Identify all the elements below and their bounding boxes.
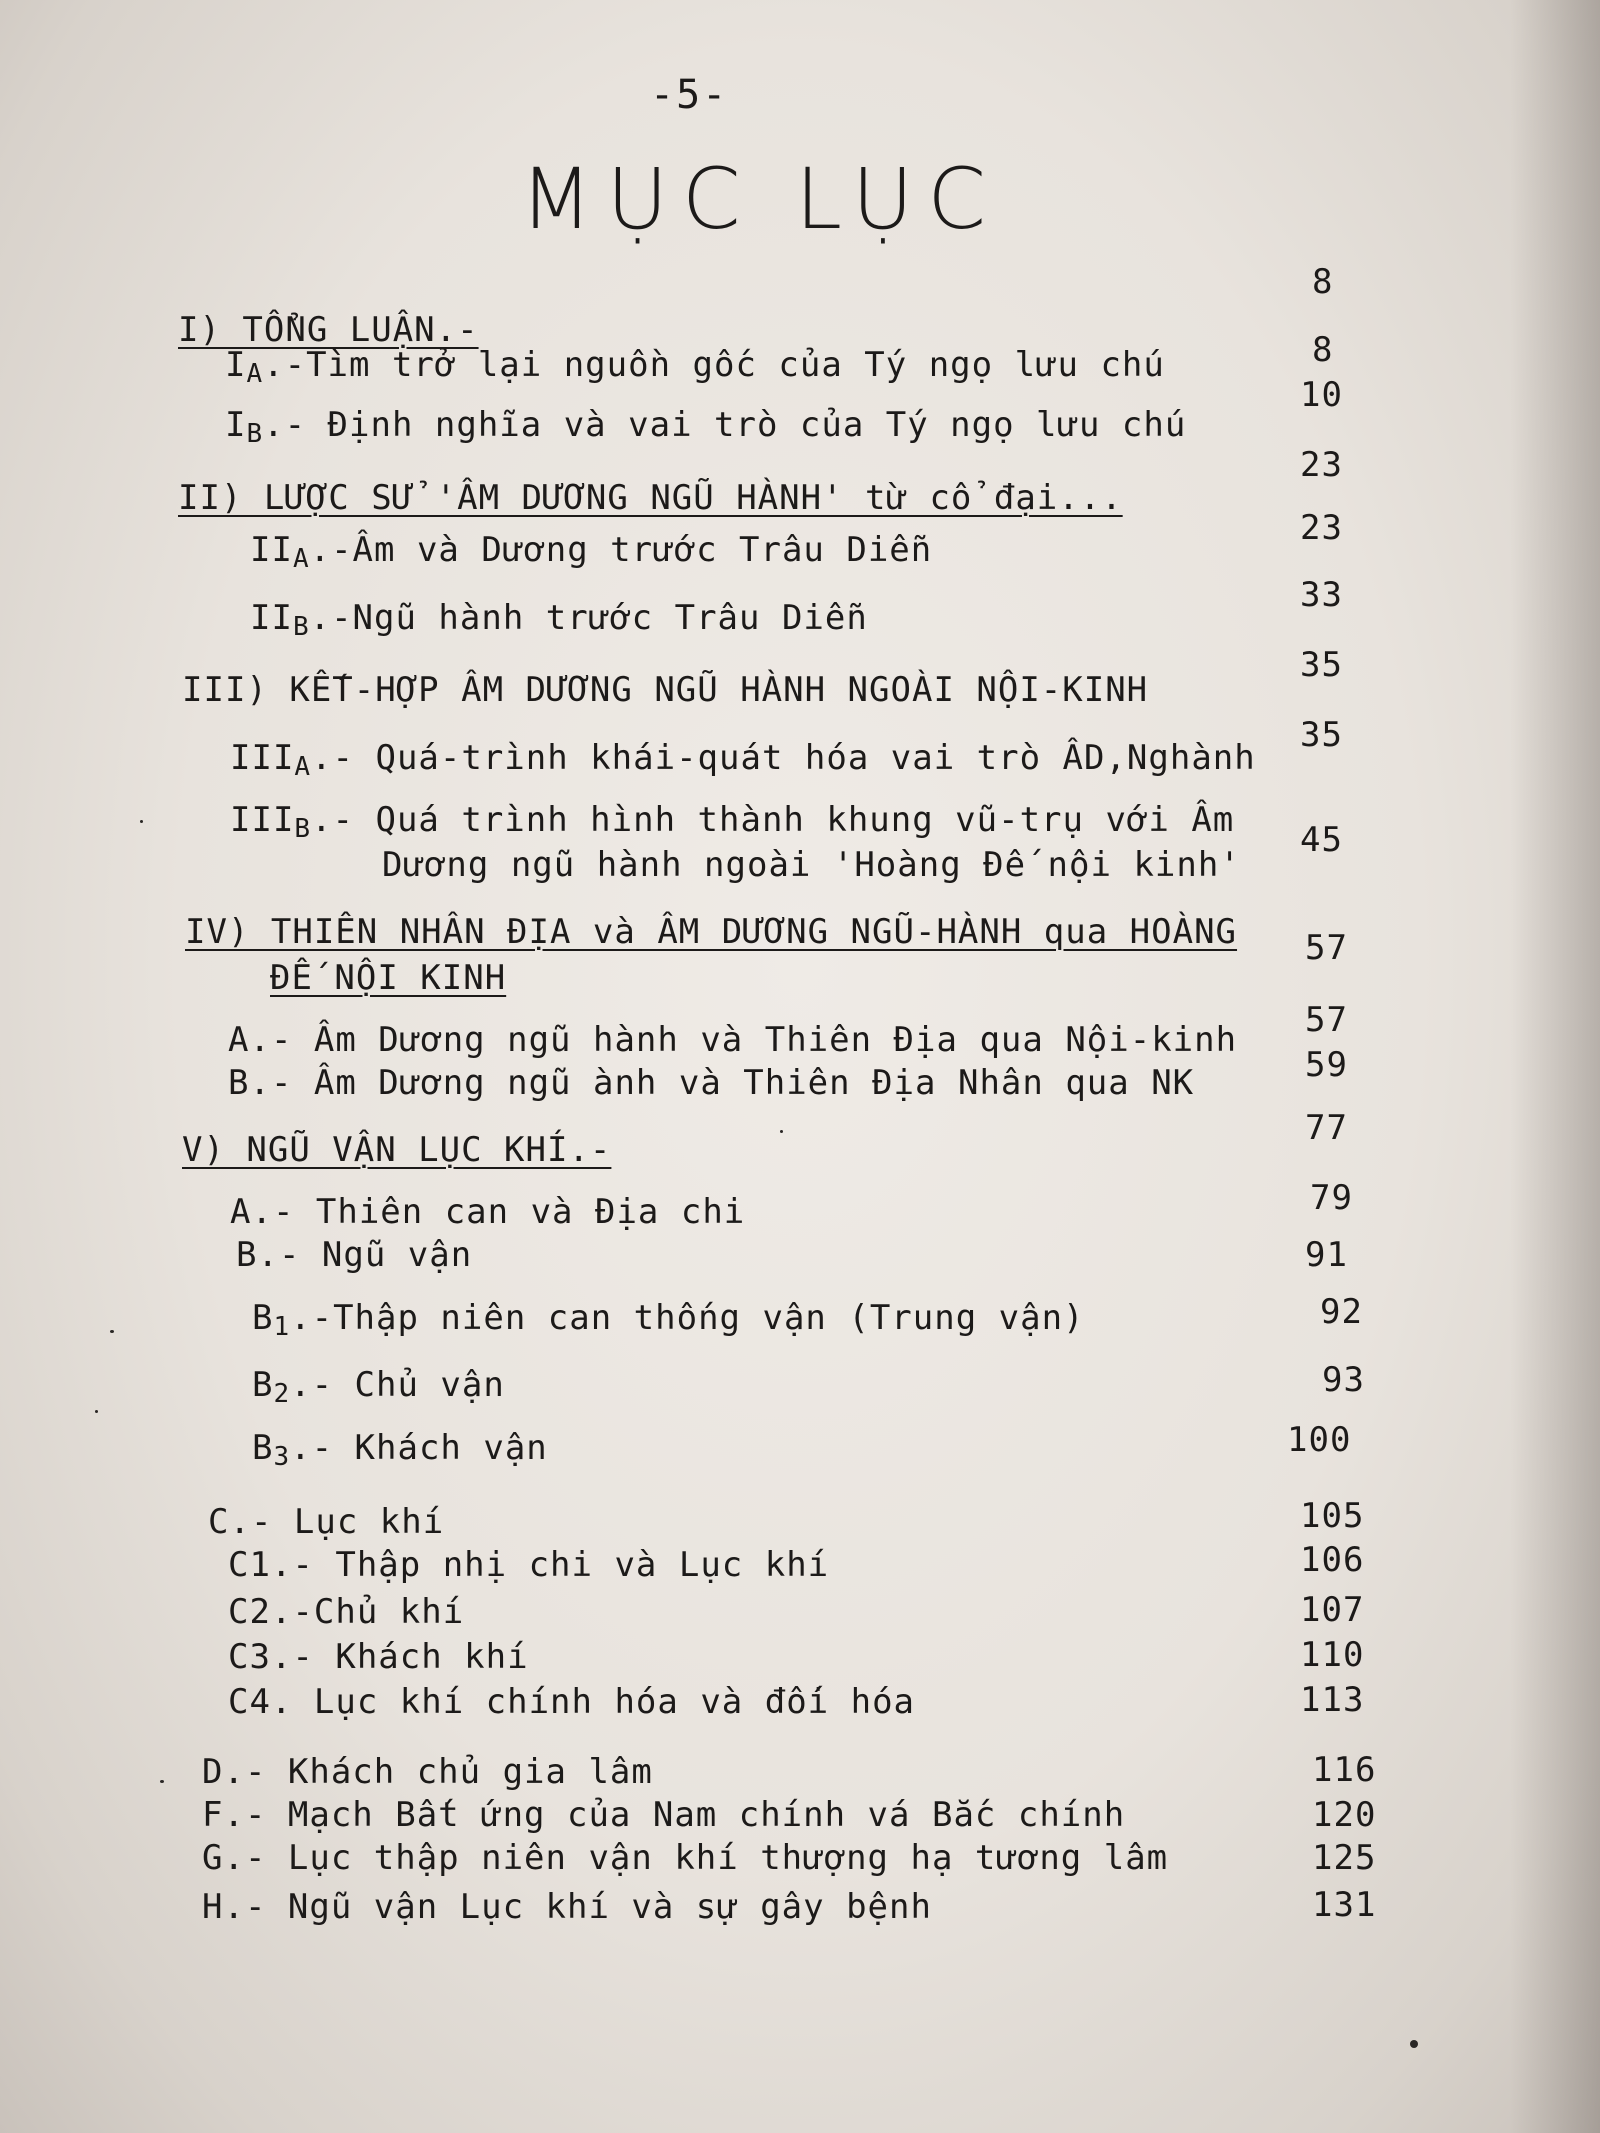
toc-entry-subscript: A bbox=[246, 359, 264, 389]
ink-speck bbox=[1410, 2040, 1418, 2048]
toc-entry: C.- Lục khí bbox=[208, 1502, 445, 1542]
toc-section-heading: III) KẾT-HỢP ÂM DƯƠNG NGŨ HÀNH NGOÀI NỘI-KINH bbox=[182, 670, 1149, 710]
toc-page-number: 120 bbox=[1312, 1795, 1377, 1835]
toc-entry-prefix: I bbox=[225, 345, 247, 385]
ink-speck bbox=[780, 1130, 783, 1133]
toc-entry-prefix: II bbox=[250, 530, 293, 570]
toc-entry-label: .- Quá-trình khái-quát hóa vai trò ÂD,Nghành bbox=[311, 738, 1256, 778]
toc-page-number: 35 bbox=[1300, 715, 1343, 755]
toc-entry-subscript: A bbox=[292, 544, 310, 574]
toc-page-number: 79 bbox=[1310, 1178, 1353, 1218]
toc-entry-subscript: A bbox=[294, 752, 312, 782]
toc-page-number: 8 bbox=[1312, 330, 1334, 370]
toc-entry-label: .- Chủ vận bbox=[290, 1365, 505, 1405]
toc-page-number: 131 bbox=[1312, 1885, 1377, 1925]
toc-entry-label: .- Khách vận bbox=[290, 1428, 548, 1468]
toc-section-heading-continuation: ĐẾ NỘI KINH bbox=[270, 958, 507, 998]
toc-page-number: 100 bbox=[1287, 1420, 1352, 1460]
toc-entry-prefix: B bbox=[252, 1428, 274, 1468]
toc-page-number: 92 bbox=[1320, 1292, 1363, 1332]
toc-entry: G.- Lục thập niên vận khí thượng hạ tương lâm bbox=[202, 1838, 1169, 1878]
toc-page-number: 77 bbox=[1305, 1108, 1348, 1148]
toc-section-heading: I) TỔNG LUẬN.- bbox=[178, 310, 479, 350]
toc-entry: H.- Ngũ vận Lục khí và sự gây bệnh bbox=[202, 1887, 932, 1927]
toc-page-number: 110 bbox=[1300, 1635, 1365, 1675]
toc-page-number: 8 bbox=[1312, 262, 1334, 302]
page-number: -5- bbox=[650, 72, 729, 118]
toc-entry: C3.- Khách khí bbox=[228, 1637, 529, 1677]
toc-entry-label: .-Tìm trở lại nguồn gốc của Tý ngọ lưu chú bbox=[263, 345, 1165, 385]
toc-entry-prefix: B bbox=[252, 1365, 274, 1405]
toc-page-number: 33 bbox=[1300, 575, 1343, 615]
toc-page-number: 35 bbox=[1300, 645, 1343, 685]
ink-speck bbox=[160, 1780, 164, 1783]
toc-entry-subscript: B bbox=[294, 814, 312, 844]
toc-entry bbox=[230, 738, 1256, 782]
toc-entry: A.- Âm Dương ngũ hành và Thiên Địa qua Nội-kinh bbox=[228, 1020, 1238, 1060]
toc-entry bbox=[250, 598, 868, 642]
toc-entry: D.- Khách chủ gia lâm bbox=[202, 1752, 653, 1792]
toc-page-number: 23 bbox=[1300, 508, 1343, 548]
toc-entry: B.- Âm Dương ngũ ành và Thiên Địa Nhân qua NK bbox=[228, 1063, 1195, 1103]
toc-entry-subscript: 2 bbox=[273, 1379, 291, 1409]
toc-page-number: 106 bbox=[1300, 1540, 1365, 1580]
toc-entry bbox=[225, 405, 1186, 449]
toc-entry-prefix: I bbox=[225, 405, 247, 445]
toc-page-number: 57 bbox=[1305, 1000, 1348, 1040]
toc-entry bbox=[230, 800, 1234, 844]
toc-entry bbox=[252, 1298, 1085, 1342]
toc-section-heading: IV) THIÊN NHÂN ĐỊA và ÂM DƯƠNG NGŨ-HÀNH qua HOÀNG bbox=[185, 912, 1238, 952]
toc-entry-prefix: II bbox=[250, 598, 293, 638]
toc-entry bbox=[252, 1428, 548, 1472]
ink-speck bbox=[110, 1330, 114, 1333]
toc-entry: C1.- Thập nhị chi và Lục khí bbox=[228, 1545, 830, 1585]
toc-section-heading: V) NGŨ VẬN LỤC KHÍ.- bbox=[182, 1130, 612, 1170]
toc-entry-label: .-Ngũ hành trước Trâu Diễn bbox=[309, 598, 868, 638]
toc-entry bbox=[252, 1365, 505, 1409]
ink-speck bbox=[140, 820, 143, 823]
toc-page-number: 10 bbox=[1300, 375, 1343, 415]
toc-entry-label: .-Âm và Dương trước Trâu Diễn bbox=[309, 530, 933, 570]
page-edge-shadow bbox=[1510, 0, 1600, 2133]
toc-page-number: 107 bbox=[1300, 1590, 1365, 1630]
toc-entry-label: .-Thập niên can thống vận (Trung vận) bbox=[290, 1298, 1085, 1338]
toc-page-number: 113 bbox=[1300, 1680, 1365, 1720]
page-title: MỤC LỤC bbox=[520, 150, 1001, 248]
toc-page-number: 93 bbox=[1322, 1360, 1365, 1400]
toc-entry: F.- Mạch Bất ứng của Nam chính vá Bắc chính bbox=[202, 1795, 1126, 1835]
toc-entry-label: .- Định nghĩa và vai trò của Tý ngọ lưu chú bbox=[263, 405, 1187, 445]
toc-page-number: 125 bbox=[1312, 1838, 1377, 1878]
toc-entry-subscript: B bbox=[246, 419, 264, 449]
toc-entry: C2.-Chủ khí bbox=[228, 1592, 465, 1632]
toc-entry: B.- Ngũ vận bbox=[236, 1235, 473, 1275]
toc-entry-label: .- Quá trình hình thành khung vũ-trụ với Âm bbox=[311, 800, 1235, 840]
toc-entry-prefix: III bbox=[230, 800, 295, 840]
toc-entry-prefix: III bbox=[230, 738, 295, 778]
toc-section-heading: II) LƯỢC SỬ 'ÂM DƯƠNG NGŨ HÀNH' từ cổ đại... bbox=[178, 478, 1123, 518]
toc-entry bbox=[225, 345, 1165, 389]
toc-entry-subscript: B bbox=[292, 612, 310, 642]
toc-entry: C4. Lục khí chính hóa và đối hóa bbox=[228, 1682, 916, 1722]
toc-entry bbox=[250, 530, 932, 574]
toc-page-number: 45 bbox=[1300, 820, 1343, 860]
toc-page-number: 116 bbox=[1312, 1750, 1377, 1790]
toc-page-number: 105 bbox=[1300, 1496, 1365, 1536]
toc-entry-prefix: B bbox=[252, 1298, 274, 1338]
toc-entry: A.- Thiên can và Địa chi bbox=[230, 1192, 746, 1232]
toc-entry-continuation: Dương ngũ hành ngoài 'Hoàng Đế nội kinh' bbox=[382, 845, 1241, 885]
toc-entry-subscript: 3 bbox=[273, 1442, 291, 1472]
toc-page-number: 57 bbox=[1305, 928, 1348, 968]
ink-speck bbox=[95, 1410, 98, 1413]
toc-page-number: 59 bbox=[1305, 1045, 1348, 1085]
toc-entry-subscript: 1 bbox=[273, 1312, 291, 1342]
toc-page-number: 23 bbox=[1300, 445, 1343, 485]
toc-page-number: 91 bbox=[1305, 1235, 1348, 1275]
